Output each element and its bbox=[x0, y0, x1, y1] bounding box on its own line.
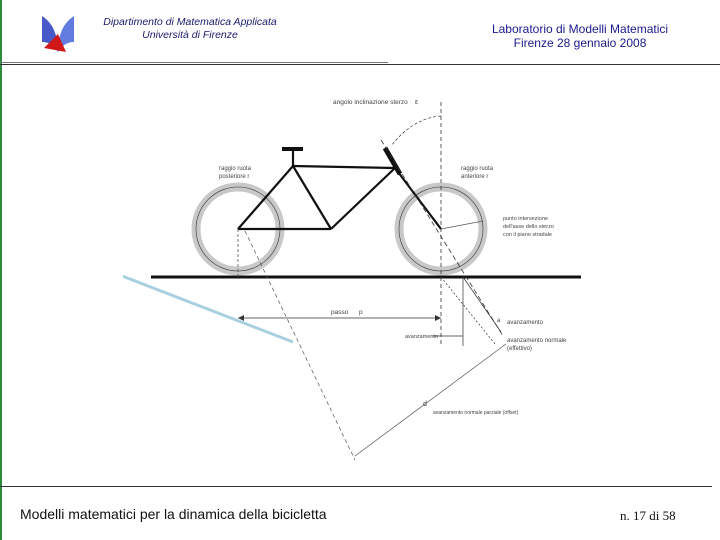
bicycle-geometry-diagram bbox=[123, 96, 603, 460]
label-front-wheel-2: anteriore r bbox=[461, 174, 489, 180]
header-divider bbox=[0, 64, 720, 65]
bicycle-frame bbox=[238, 148, 441, 229]
label-wheelbase: passo bbox=[331, 309, 349, 316]
label-steer-symbol: ε bbox=[415, 99, 419, 106]
page-total: 58 bbox=[662, 508, 676, 523]
label-rear-wheel-2: posteriore r bbox=[219, 174, 250, 180]
department-header bbox=[60, 16, 320, 42]
label-rear-wheel-1: raggio ruota bbox=[219, 166, 252, 172]
page-prefix: n. bbox=[620, 508, 630, 523]
label-front-wheel-1: raggio ruota bbox=[461, 166, 494, 172]
label-trail-left: avanzamento bbox=[405, 334, 439, 340]
presentation-title: Modelli matematici per la dinamica della bicicletta bbox=[20, 506, 327, 522]
label-steer-angle: angolo inclinazione sterzo bbox=[333, 99, 408, 106]
page-current: 17 bbox=[633, 508, 646, 523]
label-normal-trail-2: (effettivo) bbox=[507, 346, 532, 352]
label-wheelbase-symbol: p bbox=[359, 309, 363, 316]
footer-divider bbox=[0, 486, 712, 487]
page-of: di bbox=[649, 508, 660, 523]
label-trail: avanzamento bbox=[507, 320, 544, 326]
label-contact-1: punto intersezione bbox=[503, 216, 548, 222]
label-offset-symbol: d bbox=[423, 401, 427, 408]
label-offset: avanzamento normale parziale (offset) bbox=[433, 410, 519, 416]
header-divider-thin bbox=[0, 62, 388, 63]
department-name: Dipartimento di Matematica Applicata bbox=[103, 16, 277, 28]
label-trail-symbol: a bbox=[497, 318, 501, 324]
label-contact-2: dell'asse dello sterzo bbox=[503, 224, 554, 230]
label-contact-3: con il piano stradale bbox=[503, 232, 552, 238]
offset-line bbox=[245, 231, 355, 460]
event-header bbox=[440, 22, 720, 50]
event-date: Firenze 28 gennaio 2008 bbox=[513, 36, 647, 50]
lab-name: Laboratorio di Modelli Matematici bbox=[491, 22, 669, 36]
slide-left-border bbox=[0, 0, 2, 540]
page-number bbox=[620, 508, 676, 524]
label-normal-trail-1: avanzamento normale bbox=[507, 338, 567, 344]
university-name: Università di Firenze bbox=[142, 29, 238, 41]
